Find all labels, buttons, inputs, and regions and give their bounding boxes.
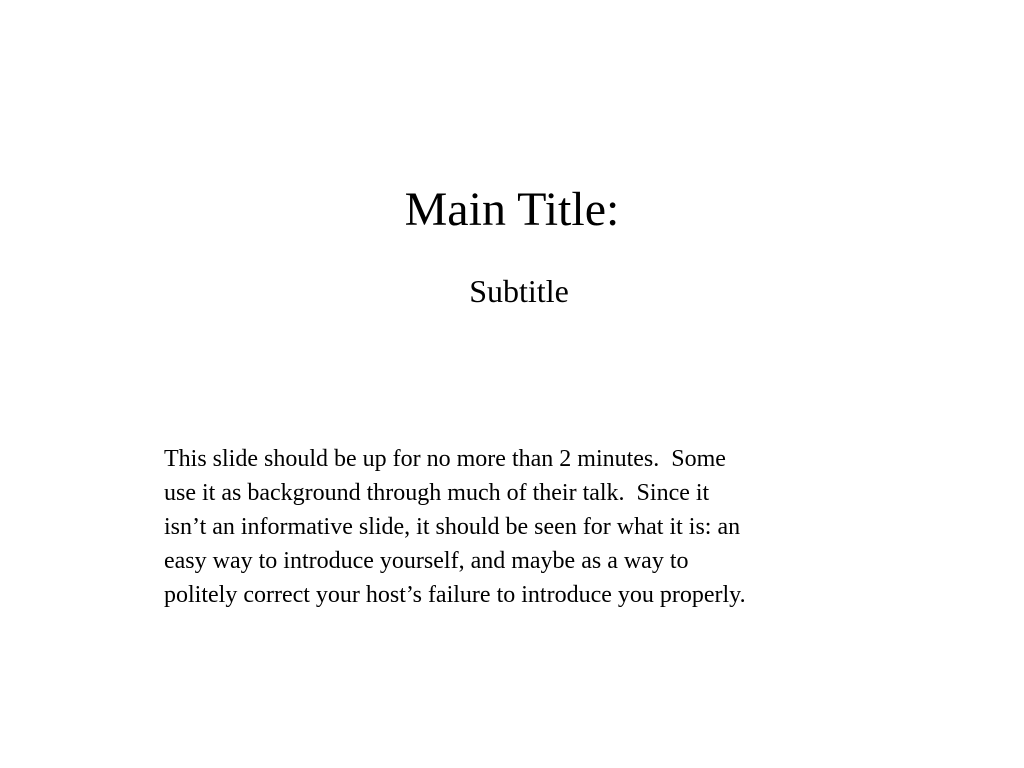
body-line: politely correct your host’s failure to introduce you properly.: [164, 582, 746, 608]
body-line: easy way to introduce yourself, and maybe as a way to: [164, 548, 689, 574]
slide-title: Main Title:: [404, 183, 620, 236]
body-line: use it as background through much of their talk. Since it: [164, 480, 710, 506]
body-line: This slide should be up for no more than 2 minutes. Some: [164, 446, 726, 472]
slide-body-text: [164, 442, 864, 612]
slide-subtitle: Subtitle: [469, 273, 569, 309]
body-line: isn’t an informative slide, it should be seen for what it is: an: [164, 514, 741, 540]
